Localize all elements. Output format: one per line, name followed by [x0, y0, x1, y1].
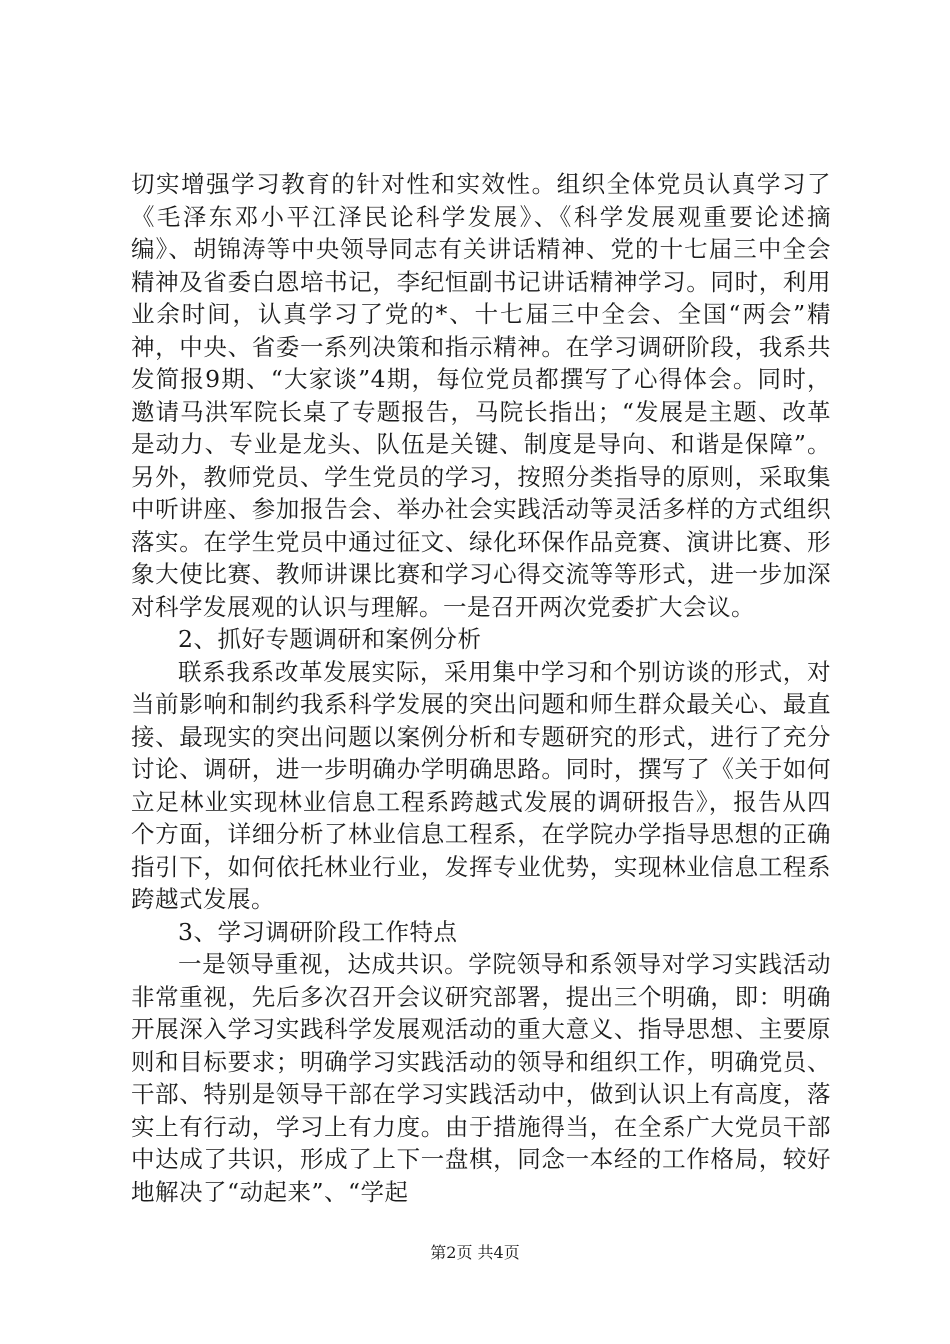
- document-body: [131, 168, 831, 1208]
- page-number-footer: 第2页 共4页: [430, 1243, 520, 1262]
- heading-special-research: 2、抓好专题调研和案例分析: [178, 625, 482, 653]
- paragraph-study-activities: 切实增强学习教育的针对性和实效性。组织全体党员认真学习了《毛泽东邓小平江泽民论科学发展》、《科学发展观重要论述摘编》、胡锦涛等中央领导同志有关讲话精神、党的十七届三中全会精神及省委白恩培书记，李纪恒副书记讲话精神学习。同时，利用业余时间，认真学习了党的*、十七届三中全会、全国“两会”精神，中央、省委一系列决策和指示精神。在学习调研阶段，我系共发简报9期、“大家谈”4期，每位党员都撰写了心得体会。同时，邀请马洪军院长桌了专题报告，马院长指出；“发展是主题、改革是动力、专业是龙头、队伍是关键、制度是导向、和谐是保障”。另外，教师党员、学生党员的学习，按照分类指导的原则，采取集中听讲座、参加报告会、举办社会实践活动等灵活多样的方式组织落实。在学生党员中通过征文、绿化环保作品竞赛、演讲比赛、形象大使比赛、教师讲课比赛和学习心得交流等等形式，进一步加深对科学发展观的认识与理解。一是召开两次党委扩大会议。: [131, 170, 831, 621]
- paragraph-leadership-consensus: 一是领导重视，达成共识。学院领导和系领导对学习实践活动非常重视，先后多次召开会议研究部署，提出三个明确，即：明确开展深入学习实践科学发展观活动的重大意义、指导思想、主要原则和目标要求；明确学习实践活动的领导和组织工作，明确党员、干部、特别是领导干部在学习实践活动中，做到认识上有高度，落实上有行动，学习上有力度。由于措施得当，在全系广大党员干部中达成了共识，形成了上下一盘棋，同念一本经的工作格局，较好地解决了“动起来”、“学起: [131, 950, 831, 1206]
- heading-stage-features: 3、学习调研阶段工作特点: [178, 917, 458, 946]
- paragraph-case-analysis: 联系我系改革发展实际，采用集中学习和个别访谈的形式，对当前影响和制约我系科学发展的突出问题和师生群众最关心、最直接、最现实的突出问题以案例分析和专题研究的形式，进行了充分讨论、调研，进一步明确办学明确思路。同时，撰写了《关于如何立足林业实现林业信息工程系跨越式发展的调研报告》，报告从四个方面，详细分析了林业信息工程系，在学院办学指导思想的正确指引下，如何依托林业行业，发挥专业优势，实现林业信息工程系跨越式发展。: [131, 657, 831, 913]
